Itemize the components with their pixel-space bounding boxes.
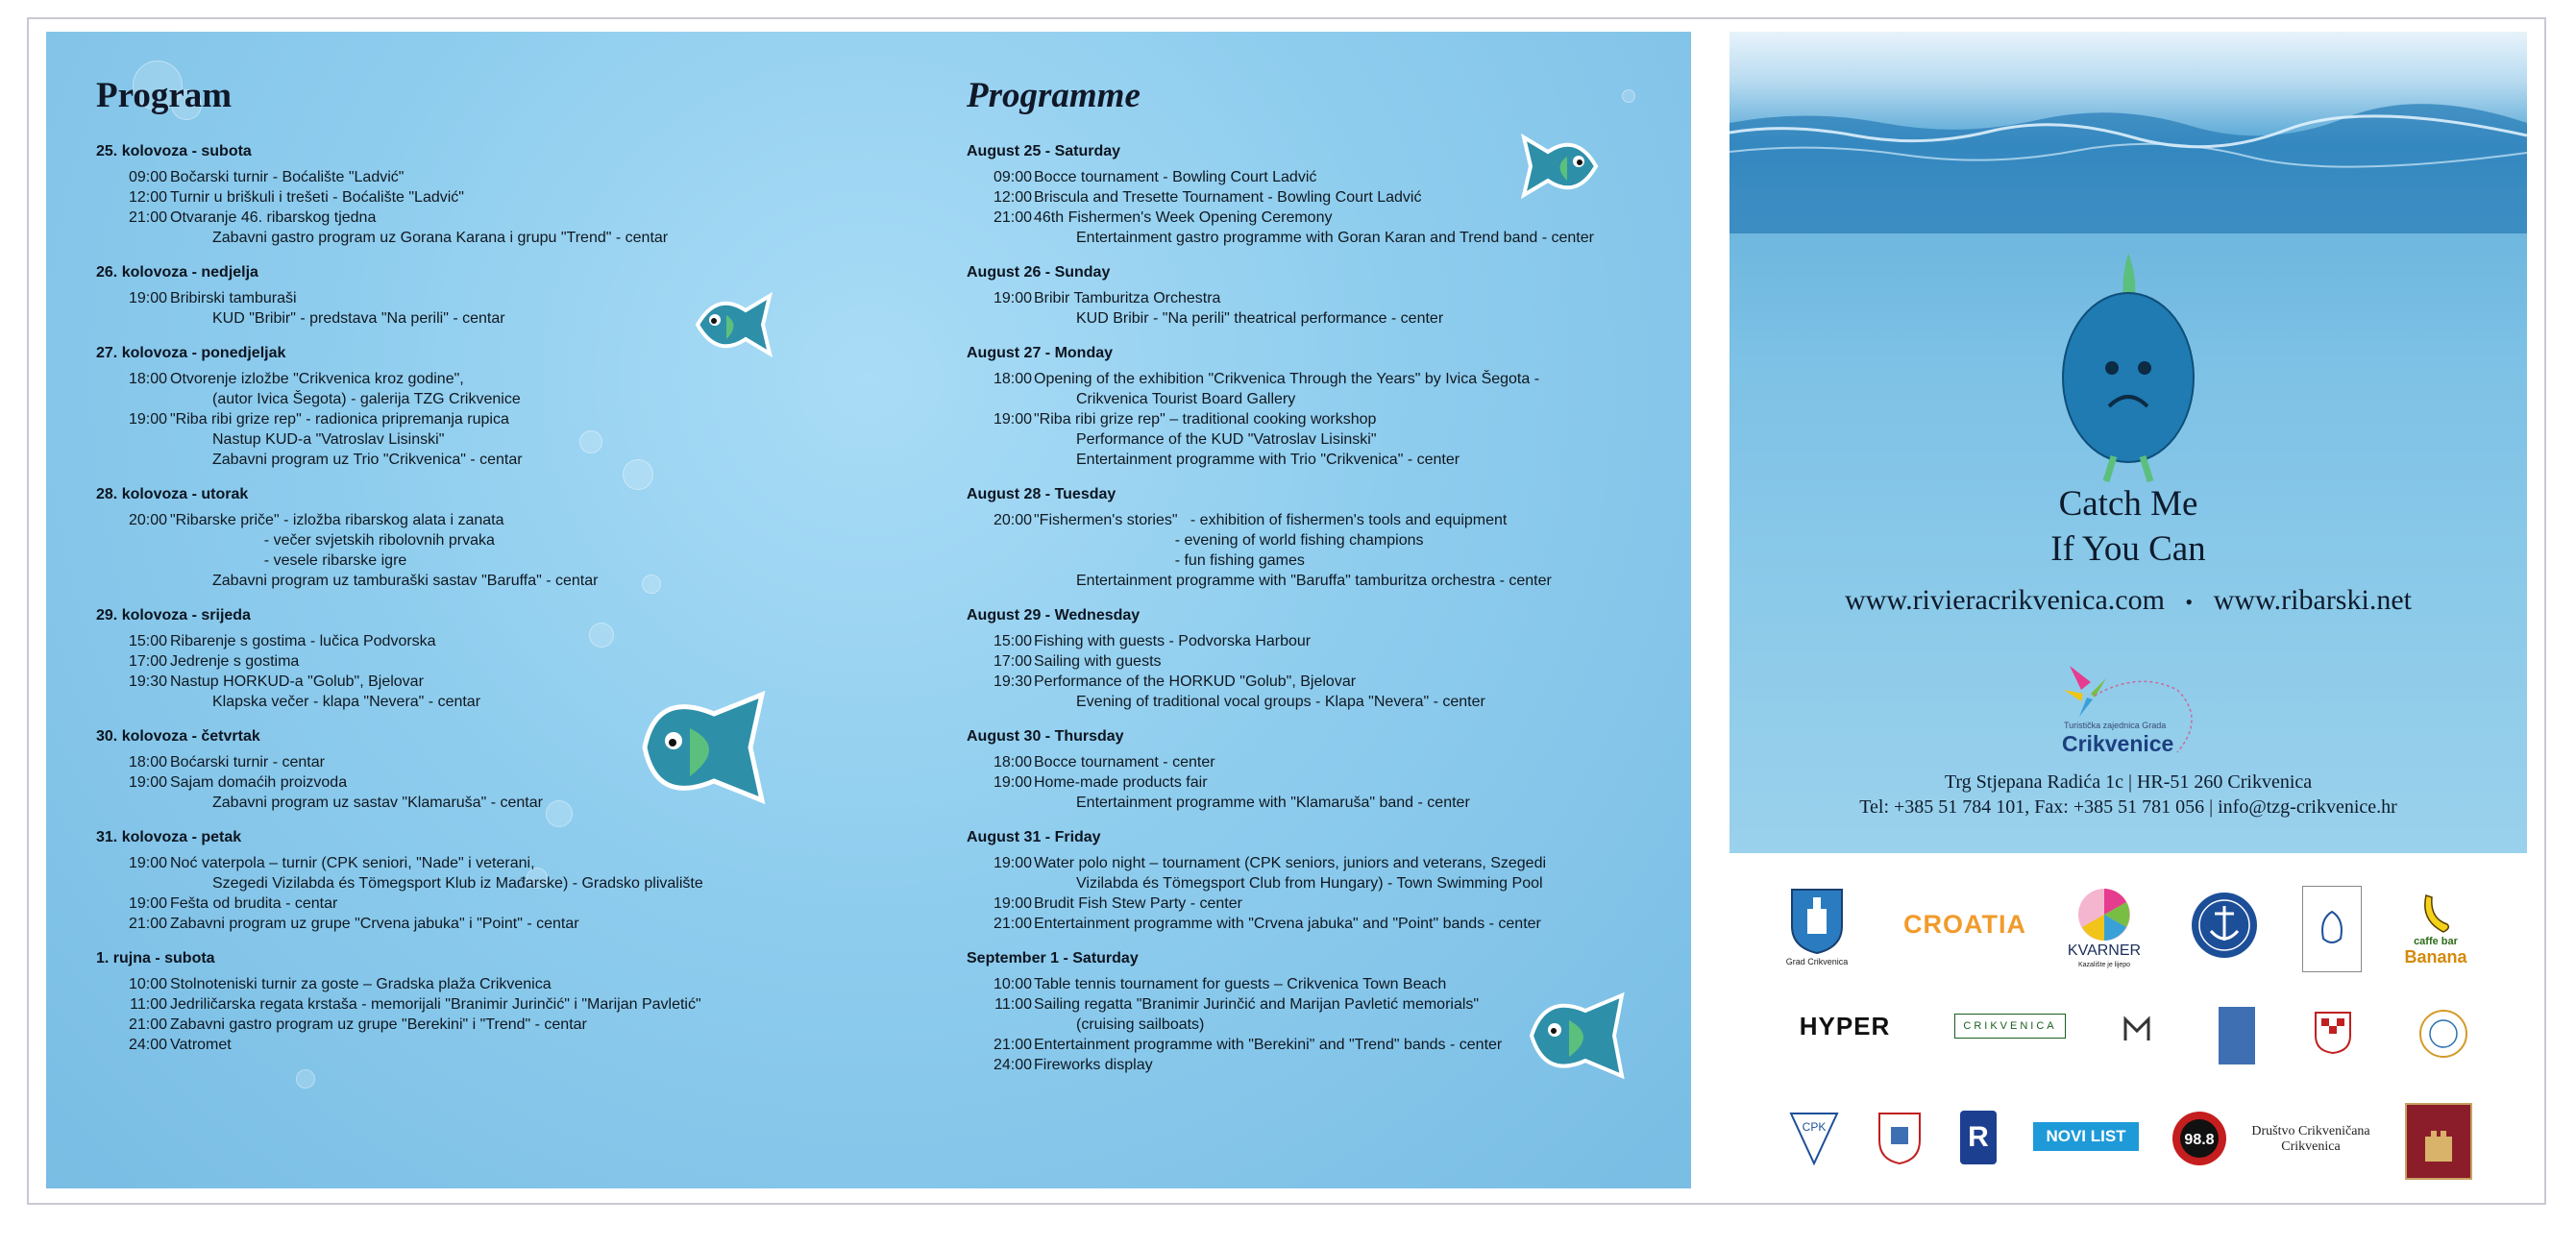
croatia-logo — [1898, 895, 2032, 953]
program-event — [96, 1035, 922, 1055]
cpk-shield-icon — [1789, 1112, 1839, 1165]
event-time — [96, 551, 170, 571]
programme-event — [967, 389, 1658, 409]
kvarner-text: KVARNER — [2067, 942, 2142, 959]
program-event — [96, 672, 922, 692]
programme-event — [967, 409, 1658, 429]
program-english — [967, 75, 1658, 1091]
event-description: Szegedi Vizilabda és Tömegsport Klub iz Mađarske) - Gradsko plivalište — [212, 875, 703, 892]
programme-day — [967, 607, 1658, 712]
programme-event — [967, 288, 1658, 308]
event-description: - vesele ribarske igre — [170, 552, 407, 569]
program-panel — [46, 32, 1691, 1188]
event-description: Zabavni program uz grupe "Crvena jabuka" i "Point" - centar — [170, 916, 579, 932]
programme-event — [967, 672, 1658, 692]
event-time: 11:00 — [994, 996, 1032, 1013]
event-description: Noć vaterpola – turnir (CPK seniori, "Nade" i veterani, — [170, 855, 535, 871]
event-time — [96, 873, 170, 893]
event-time: 19:00 — [993, 290, 1032, 306]
event-description: Sajam domaćih proizvoda — [170, 774, 348, 791]
event-description: Otvorenje izložbe "Crikvenica kroz godine", — [170, 371, 464, 387]
kostrena-logo — [2306, 999, 2360, 1066]
event-description: Entertainment programme with "Crvena jabuka" and "Point" bands - center — [1034, 916, 1541, 932]
event-time — [96, 692, 170, 712]
url-separator: • — [2185, 590, 2194, 614]
event-time: 24:00 — [993, 1057, 1032, 1073]
programme-day — [967, 829, 1658, 934]
radio-logo — [2170, 1109, 2229, 1168]
crikvenica-anchor-logo — [2189, 890, 2260, 961]
programme-event — [967, 450, 1658, 470]
programme-event — [967, 692, 1658, 712]
programme-day-title: September 1 - Saturday — [967, 950, 1139, 967]
event-time: 19:00 — [993, 411, 1032, 428]
programme-day — [967, 345, 1658, 470]
programme-event — [967, 651, 1658, 672]
url-ribarski[interactable]: www.ribarski.net — [2213, 584, 2412, 616]
program-day-title: 1. rujna - subota — [96, 950, 215, 967]
event-description: Entertainment gastro programme with Goran Karan and Trend band - center — [1076, 230, 1594, 246]
event-time — [96, 530, 170, 551]
programme-event — [967, 429, 1658, 450]
event-description: Zabavni program uz tamburaški sastav "Baruffa" - centar — [212, 573, 599, 589]
event-description: Bocce tournament - center — [1034, 754, 1215, 771]
program-event — [96, 793, 922, 813]
event-time — [967, 308, 1034, 329]
event-time: 18:00 — [993, 754, 1032, 771]
event-description: Entertainment programme with Trio "Crikvenica" - center — [1076, 452, 1460, 468]
programme-event — [967, 893, 1658, 914]
event-time: 09:00 — [993, 169, 1032, 185]
event-description: Entertainment programme with "Baruffa" tamburitza orchestra - center — [1076, 573, 1552, 589]
program-day — [96, 728, 922, 813]
program-event — [96, 369, 922, 389]
programme-event — [967, 208, 1658, 228]
programme-event — [967, 772, 1658, 793]
drustvo-crikvenicana-logo — [2248, 1116, 2373, 1162]
program-event — [96, 752, 922, 772]
sponsor-logos — [1730, 865, 2527, 1191]
event-time — [967, 551, 1034, 571]
program-days — [96, 143, 922, 1055]
event-description: Zabavni gastro program uz Gorana Karana i grupu "Trend" - centar — [212, 230, 669, 246]
programme-day — [967, 486, 1658, 591]
event-time: 19:00 — [128, 290, 167, 306]
cover-title-line2: If You Can — [2050, 529, 2206, 569]
event-description: Zabavni program uz Trio "Crikvenica" - centar — [212, 452, 523, 468]
event-time: 19:00 — [993, 774, 1032, 791]
programme-event — [967, 308, 1658, 329]
event-description: Brudit Fish Stew Party - center — [1034, 895, 1242, 912]
fish-icon — [1526, 988, 1628, 1084]
hotel-emblem-icon — [2318, 910, 2346, 948]
club-shield-logo — [1874, 1110, 1926, 1167]
program-event — [96, 288, 922, 308]
event-description: Bribir Tamburitza Orchestra — [1034, 290, 1221, 306]
event-time — [96, 389, 170, 409]
cover-title-line1: Catch Me — [2058, 484, 2198, 524]
event-time — [967, 692, 1034, 712]
program-day — [96, 950, 922, 1055]
program-day — [96, 345, 922, 470]
event-description: Turnir u briškuli i trešeti - Boćalište "Ladvić" — [170, 189, 464, 206]
event-time — [96, 450, 170, 470]
event-description: Klapska večer - klapa "Nevera" - centar — [212, 694, 481, 710]
kvarner-flower-icon — [2076, 887, 2132, 942]
event-time — [96, 571, 170, 591]
fish-character-icon — [2056, 253, 2200, 483]
grad-crikvenica-logo — [1783, 882, 1851, 970]
checkered-shield-icon — [2314, 1011, 2352, 1055]
kvarner-sub: Kazalište je lijepo — [2077, 961, 2131, 968]
programme-event — [967, 793, 1658, 813]
programme-heading: Programme — [967, 76, 1141, 115]
caffe-bar-banana-logo — [2402, 886, 2469, 972]
fish-icon — [637, 685, 772, 810]
program-event — [96, 631, 922, 651]
event-description: Evening of traditional vocal groups - Klapa "Nevera" - center — [1076, 694, 1485, 710]
program-day-title: 28. kolovoza - utorak — [96, 486, 249, 502]
programme-event — [967, 530, 1658, 551]
novi-list-text: NOVI LIST — [2046, 1127, 2126, 1145]
heritage-logo — [2405, 1103, 2472, 1180]
program-event — [96, 308, 922, 329]
event-description: Vatromet — [170, 1037, 232, 1053]
hyper-text: HYPER — [1799, 1011, 1891, 1040]
round-seal-icon — [2418, 1009, 2468, 1059]
programme-event — [967, 853, 1658, 873]
event-time: 21:00 — [993, 209, 1032, 226]
event-time: 17:00 — [993, 653, 1032, 670]
program-event — [96, 571, 922, 591]
event-description: Boćarski turnir - centar — [170, 754, 325, 771]
tourist-board-name: Crikvenice — [2062, 731, 2174, 756]
ms-emblem-icon — [2120, 1010, 2158, 1048]
program-event — [96, 692, 922, 712]
event-description: Stolnoteniski turnir za goste – Gradska plaža Crikvenica — [170, 976, 552, 992]
program-day — [96, 607, 922, 712]
event-description: Bocce tournament - Bowling Court Ladvić — [1034, 169, 1317, 185]
svg-text:CPK: CPK — [1802, 1120, 1827, 1134]
program-day — [96, 486, 922, 591]
event-time — [967, 793, 1034, 813]
event-time: 21:00 — [993, 916, 1032, 932]
programme-day — [967, 264, 1658, 329]
program-croatian — [96, 75, 922, 1071]
programme-day-title: August 26 - Sunday — [967, 264, 1111, 281]
event-description: Fishing with guests - Podvorska Harbour — [1034, 633, 1312, 649]
program-day-title: 29. kolovoza - srijeda — [96, 607, 251, 624]
croatia-text: CROATIA — [1903, 909, 2026, 939]
event-description: Fireworks display — [1034, 1057, 1153, 1073]
event-time: 18:00 — [993, 371, 1032, 387]
event-time — [967, 530, 1034, 551]
program-day — [96, 143, 922, 248]
event-description: - večer svjetskih ribolovnih prvaka — [170, 532, 495, 549]
program-event — [96, 651, 922, 672]
programme-event — [967, 631, 1658, 651]
banana-line2: Banana — [2404, 946, 2467, 967]
programme-day-title: August 25 - Saturday — [967, 143, 1121, 159]
event-time: 12:00 — [128, 189, 167, 206]
banana-icon — [2418, 892, 2453, 936]
event-description: Crikvenica Tourist Board Gallery — [1076, 391, 1296, 407]
event-description: Briscula and Tresette Tournament - Bowling Court Ladvić — [1034, 189, 1422, 206]
event-time — [967, 228, 1034, 248]
event-description: Bočarski turnir - Boćalište "Ladvić" — [170, 169, 405, 185]
program-day-title: 26. kolovoza - nedjelja — [96, 264, 258, 281]
programme-days — [967, 143, 1658, 1075]
event-time: 19:00 — [993, 895, 1032, 912]
event-time: 21:00 — [993, 1037, 1032, 1053]
event-description: Sailing regatta "Branimir Jurinčić and Marijan Pavletić memorials" — [1034, 996, 1480, 1013]
program-day — [96, 264, 922, 329]
program-day-title: 27. kolovoza - ponedjeljak — [96, 345, 286, 361]
event-time: 15:00 — [993, 633, 1032, 649]
amerika-text: CRIKVENICA — [1954, 1014, 2065, 1039]
event-time — [967, 450, 1034, 470]
cover-urls — [1730, 584, 2527, 617]
event-description: "Riba ribi grize rep" – traditional cooking workshop — [1034, 411, 1377, 428]
fish-icon — [1519, 128, 1602, 205]
event-description: Home-made products fair — [1034, 774, 1208, 791]
programme-day — [967, 728, 1658, 813]
program-event — [96, 409, 922, 429]
radio-badge-icon — [2171, 1110, 2228, 1167]
fish-icon — [688, 286, 776, 363]
program-event — [96, 873, 922, 893]
cpk-logo — [1787, 1110, 1841, 1167]
program-day-title: 31. kolovoza - petak — [96, 829, 242, 845]
event-time: 21:00 — [128, 1016, 167, 1033]
event-description: Zabavni program uz sastav "Klamaruša" - centar — [212, 795, 543, 811]
event-time: 19:00 — [128, 411, 167, 428]
program-heading: Program — [96, 76, 233, 115]
event-time: 18:00 — [128, 371, 167, 387]
program-event — [96, 772, 922, 793]
cover-contact: Tel: +385 51 784 101, Fax: +385 51 781 056 | info@tzg-crikvenice.hr — [1859, 796, 2397, 818]
url-rivieracrikvenica[interactable]: www.rivieracrikvenica.com — [1845, 584, 2165, 616]
event-description: Bribirski tamburaši — [170, 290, 297, 306]
event-description: Water polo night – tournament (CPK seniors, juniors and veterans, Szegedi — [1034, 855, 1547, 871]
grad-label: Grad Crikvenica — [1785, 957, 1849, 967]
program-event — [96, 893, 922, 914]
hotel-logo — [2302, 886, 2362, 972]
program-event — [96, 914, 922, 934]
programme-day-title: August 28 - Tuesday — [967, 486, 1116, 502]
event-description: Jedriličarska regata krstaša - memorijali "Branimir Jurinčić" i "Marijan Pavletić" — [170, 996, 701, 1013]
event-time — [967, 571, 1034, 591]
programme-day-title: August 30 - Thursday — [967, 728, 1124, 745]
event-description: Opening of the exhibition "Crikvenica Through the Years" by Ivica Šegota - — [1034, 371, 1540, 387]
event-time — [96, 429, 170, 450]
kvarner-logo — [2060, 884, 2148, 970]
event-time: 21:00 — [128, 209, 167, 226]
event-time: 19:00 — [128, 774, 167, 791]
programme-day-title: August 29 - Wednesday — [967, 607, 1141, 624]
program-event — [96, 228, 922, 248]
event-description: Nastup HORKUD-a "Golub", Bjelovar — [170, 673, 424, 690]
program-day-title: 25. kolovoza - subota — [96, 143, 252, 159]
programme-day-title: August 31 - Friday — [967, 829, 1101, 845]
program-event — [96, 974, 922, 994]
event-description: Entertainment programme with "Berekini" and "Trend" bands - center — [1034, 1037, 1503, 1053]
bubble — [296, 1069, 315, 1089]
event-description: Ribarenje s gostima - lučica Podvorska — [170, 633, 436, 649]
event-time: 15:00 — [128, 633, 167, 649]
castle-icon — [2419, 1119, 2458, 1163]
event-time: 18:00 — [128, 754, 167, 771]
event-description: Performance of the HORKUD "Golub", Bjelovar — [1034, 673, 1357, 690]
program-event — [96, 853, 922, 873]
svg-text:98.8: 98.8 — [2184, 1132, 2215, 1148]
program-event — [96, 208, 922, 228]
event-time: 19:00 — [128, 895, 167, 912]
programme-event — [967, 510, 1658, 530]
programme-day-title: August 27 - Monday — [967, 345, 1114, 361]
program-event — [96, 389, 922, 409]
event-time — [967, 873, 1034, 893]
event-time — [96, 793, 170, 813]
sea-surface-image — [1730, 32, 2527, 233]
program-day-title: 30. kolovoza - četvrtak — [96, 728, 260, 745]
vinodol-logo — [2417, 1007, 2470, 1061]
event-time: 19:30 — [993, 673, 1032, 690]
amerika-logo — [1943, 1007, 2077, 1045]
event-description: Otvaranje 46. ribarskog tjedna — [170, 209, 377, 226]
event-description: KUD "Bribir" - predstava "Na perili" - centar — [212, 310, 505, 327]
program-event — [96, 530, 922, 551]
event-description: Sailing with guests — [1034, 653, 1162, 670]
program-event — [96, 187, 922, 208]
program-event — [96, 1015, 922, 1035]
event-time — [96, 308, 170, 329]
anchor-icon — [2190, 891, 2259, 960]
program-event — [96, 551, 922, 571]
event-description: (cruising sailboats) — [1076, 1016, 1205, 1033]
event-time: 12:00 — [993, 189, 1032, 206]
programme-event — [967, 914, 1658, 934]
programme-event — [967, 369, 1658, 389]
event-description: "Ribarske priče" - izložba ribarskog alata i zanata — [170, 512, 504, 528]
banana-line1: caffe bar — [2414, 935, 2458, 947]
event-time — [967, 429, 1034, 450]
coat-of-arms-icon — [1788, 886, 1846, 955]
event-time — [96, 228, 170, 248]
programme-event — [967, 571, 1658, 591]
programme-event — [967, 228, 1658, 248]
event-description: Fešta od brudita - centar — [170, 895, 338, 912]
event-time: 19:00 — [993, 855, 1032, 871]
kanal-ri-logo — [1958, 1109, 1999, 1166]
program-event — [96, 510, 922, 530]
event-description: (autor Ivica Šegota) - galerija TZG Crikvenice — [212, 391, 521, 407]
event-description: Vizilabda és Tömegsport Club from Hungary) - Town Swimming Pool — [1076, 875, 1543, 892]
event-description: Jedrenje s gostima — [170, 653, 300, 670]
event-time: 19:00 — [128, 855, 167, 871]
novi-list-logo — [2033, 1122, 2139, 1151]
event-time — [967, 389, 1034, 409]
brochure-cover — [1730, 32, 2527, 853]
fishing-club-logo — [2219, 1007, 2255, 1064]
programme-event — [967, 873, 1658, 893]
event-time: 10:00 — [993, 976, 1032, 992]
event-time: 20:00 — [993, 512, 1032, 528]
event-time — [967, 1015, 1034, 1035]
event-description: "Fishermen's stories" - exhibition of fishermen's tools and equipment — [1034, 512, 1508, 528]
event-time: 17:00 — [128, 653, 167, 670]
event-description: Nastup KUD-a "Vatroslav Lisinski" — [212, 431, 445, 448]
hyper-logo — [1782, 1007, 1907, 1045]
event-description: Table tennis tournament for guests – Crikvenica Town Beach — [1034, 976, 1447, 992]
program-event — [96, 450, 922, 470]
programme-event — [967, 551, 1658, 571]
kanal-r-icon — [1959, 1110, 1998, 1165]
svg-text:R: R — [1968, 1121, 1989, 1153]
event-time: 21:00 — [128, 916, 167, 932]
event-description: Entertainment programme with "Klamaruša" band - center — [1076, 795, 1470, 811]
event-description: - fun fishing games — [1034, 552, 1305, 569]
drustvo-text: Društvo Crikveničana Crikvenica — [2251, 1124, 2370, 1154]
event-time: 19:30 — [128, 673, 167, 690]
shield-icon — [1877, 1112, 1922, 1165]
event-description: KUD Bribir - "Na perili" theatrical performance - center — [1076, 310, 1444, 327]
event-description: Performance of the KUD "Vatroslav Lisinski" — [1076, 431, 1377, 448]
event-description: Zabavni gastro program uz grupe "Berekini" i "Trend" - centar — [170, 1016, 587, 1033]
program-event — [96, 167, 922, 187]
event-description: - evening of world fishing champions — [1034, 532, 1424, 549]
program-event — [96, 429, 922, 450]
event-description: "Riba ribi grize rep" - radionica pripremanja rupica — [170, 411, 509, 428]
event-description: 46th Fishermen's Week Opening Ceremony — [1034, 209, 1333, 226]
program-day — [96, 829, 922, 934]
programme-event — [967, 752, 1658, 772]
municipal-logo — [2110, 994, 2168, 1064]
program-event — [96, 994, 922, 1015]
cover-address: Trg Stjepana Radića 1c | HR-51 260 Crikvenica — [1944, 771, 2313, 793]
event-time: 20:00 — [128, 512, 167, 528]
tourist-board-label: Turistička zajednica Grada — [2064, 721, 2167, 730]
event-time: 09:00 — [128, 169, 167, 185]
event-time: 24:00 — [128, 1037, 167, 1053]
event-time: 10:00 — [128, 976, 167, 992]
event-time: 11:00 — [130, 996, 167, 1013]
